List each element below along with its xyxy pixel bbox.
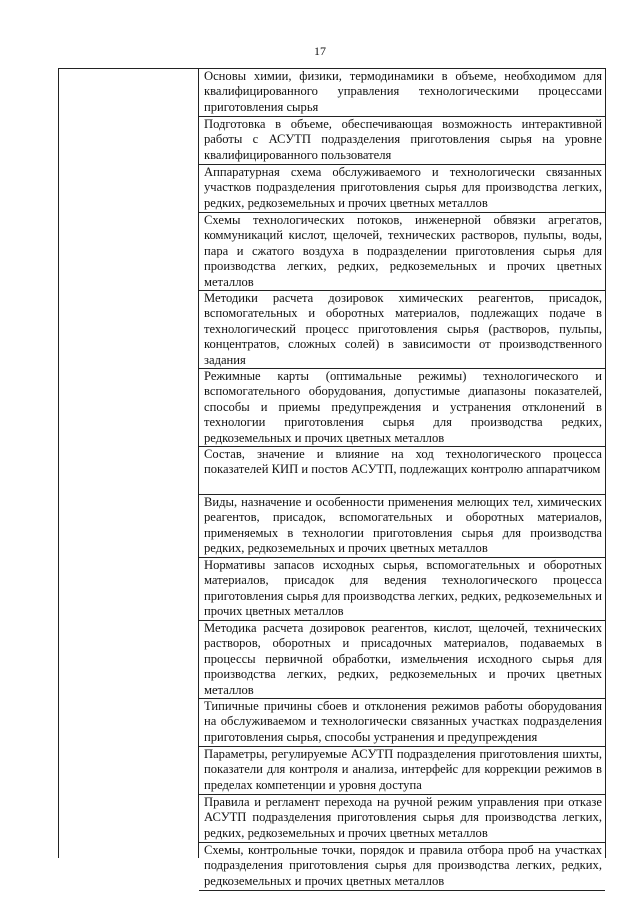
table-row: Схемы, контрольные точки, порядок и правила отбора проб на участках подразделения приготовления сырья для производства легких, редких, редкоземельных и прочих цветных металлов [199, 843, 605, 891]
table-label-column [59, 69, 199, 858]
table-row: Правила и регламент перехода на ручной режим управления при отказе АСУТП подразделения приготовления сырья для производства легких, редких, редкоземельных и прочих цветных металлов [199, 795, 605, 843]
table-row: Основы химии, физики, термодинамики в объеме, необходимом для квалифицированного управления технологическими процессами приготовления сырья [199, 69, 605, 117]
table-row: Методики расчета дозировок химических реагентов, присадок, вспомогательных и оборотных материалов, подлежащих подаче в технологический процесс приготовления сырья (растворов, пульпы, концентратов, сложных солей) в зависимости от производственного задания [199, 291, 605, 369]
requirements-table [58, 68, 606, 888]
table-content-column [199, 69, 605, 891]
table-row: Подготовка в объеме, обеспечивающая возможность интерактивной работы с АСУТП подразделения приготовления сырья на уровне квалифицированного пользователя [199, 117, 605, 165]
table-row: Виды, назначение и особенности применения мелющих тел, химических реагентов, присадок, вспомогательных и оборотных материалов, применяемых в технологии приготовления сырья для производства редких, редкоземельных и прочих цветных металлов [199, 495, 605, 558]
page-number: 17 [314, 44, 326, 58]
table-row: Типичные причины сбоев и отклонения режимов работы оборудования на обслуживаемом и технологически связанных участках подразделения приготовления сырья, способы устранения и предупреждения [199, 699, 605, 747]
table-row: Параметры, регулируемые АСУТП подразделения приготовления шихты, показатели для контроля и анализа, интерфейс для коррекции режимов в пределах компетенции и уровня доступа [199, 747, 605, 795]
table-row: Состав, значение и влияние на ход технологического процесса показателей КИП и постов АСУТП, подлежащих контролю аппаратчиком [199, 447, 605, 495]
table-row: Нормативы запасов исходных сырья, вспомогательных и оборотных материалов, присадок для ведения технологического процесса приготовления сырья для производства легких, редких, редкоземельных и прочих цветных металлов [199, 558, 605, 621]
table-row: Аппаратурная схема обслуживаемого и технологически связанных участков подразделения приготовления сырья для производства легких, редких, редкоземельных и прочих цветных металлов [199, 165, 605, 213]
table-row: Режимные карты (оптимальные режимы) технологического и вспомогательного оборудования, допустимые диапазоны показателей, способы и приемы предупреждения и устранения отклонений в технологии приготовления сырья для производства редких, редкоземельных и прочих цветных металлов [199, 369, 605, 447]
table-row: Схемы технологических потоков, инженерной обвязки агрегатов, коммуникаций кислот, щелочей, технических растворов, пульпы, воды, пара и сжатого воздуха в подразделении приготовления сырья для производства легких, редких, редкоземельных и прочих цветных металлов [199, 213, 605, 291]
table-row: Методика расчета дозировок реагентов, кислот, щелочей, технических растворов, оборотных и присадочных материалов, подаваемых в процессы первичной обработки, измельчения исходного сырья для производства легких, редких, редкоземельных и прочих цветных металлов [199, 621, 605, 699]
